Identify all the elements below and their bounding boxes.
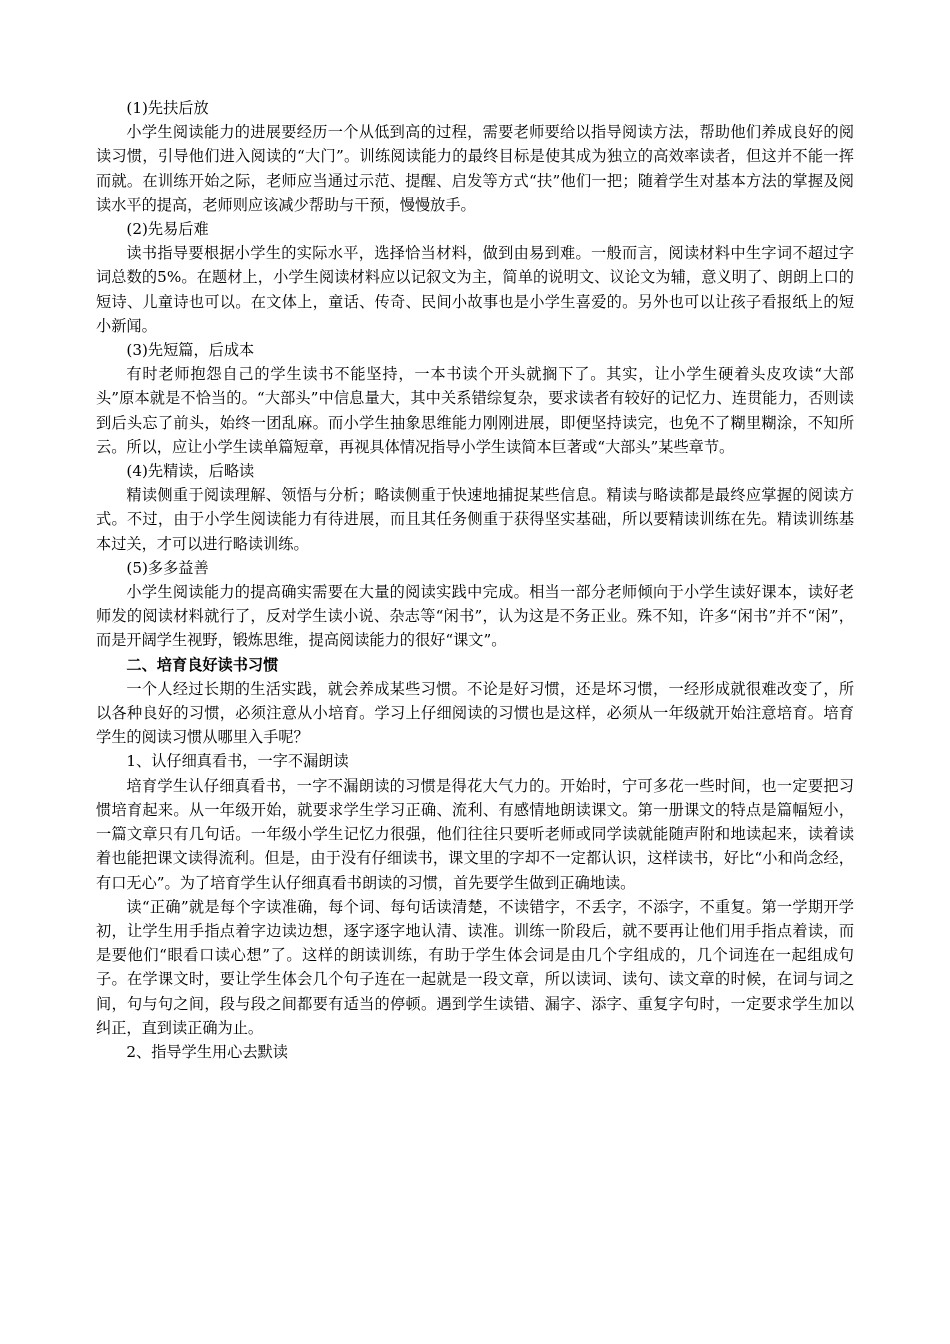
paragraph: 小学生阅读能力的提高确实需要在大量的阅读实践中完成。相当一部分老师倾向于小学生读好课本，读好老师发的阅读材料就行了，反对学生读小说、杂志等“闲书”，认为这是不务正业。殊不知，许多“闲书”并不“闲”，而是开阔学生视野，锻炼思维，提高阅读能力的很好“课文”。 [96,583,854,650]
paragraph: 读书指导要根据小学生的实际水平，选择恰当材料，做到由易到难。一般而言，阅读材料中生字词不超过字词总数的5%。在题材上，小学生阅读材料应以记叙文为主，简单的说明文、议论文为辅，意义明了、朗朗上口的短诗、儿童诗也可以。在文体上，童话、传奇、民间小故事也是小学生喜爱的。另外也可以让孩子看报纸上的短小新闻。 [96,244,854,335]
document-page [96,96,854,1064]
subsection-heading-2: 2、指导学生用心去默读 [126,1042,288,1061]
paragraph: 有时老师抱怨自己的学生读书不能坚持，一本书读个开头就搁下了。其实，让小学生硬着头皮攻读“大部头”原本就是不恰当的。“大部头”中信息量大，其中关系错综复杂，要求读者有较好的记忆力、连贯能力，否则读到后头忘了前头，始终一团乱麻。而小学生抽象思维能力刚刚进展，即便坚持读完，也免不了糊里糊涂，不知所云。所以，应让小学生读单篇短章，再视具体情况指导小学生读简本巨著或“大部头”某些章节。 [96,365,854,456]
paragraph: 一个人经过长期的生活实践，就会养成某些习惯。不论是好习惯，还是坏习惯，一经形成就很难改变了，所以各种良好的习惯，必须注意从小培育。学习上仔细阅读的习惯也是这样，必须从一年级就开始注意培育。培育学生的阅读习惯从哪里入手呢？ [96,679,854,747]
section-heading-3: (3)先短篇，后成本 [126,341,255,360]
paragraph: 精读侧重于阅读理解、领悟与分析；略读侧重于快速地捕捉某些信息。精读与略读都是最终应掌握的阅读方式。不过，由于小学生阅读能力有待进展，而且其任务侧重于获得坚实基础，所以要精读训练在先。精读训练基本过关，才可以进行略读训练。 [96,486,854,553]
section-heading-5: (5)多多益善 [126,558,209,577]
paragraph: 读“正确”就是每个字读准确，每个词、每句话读清楚，不读错字，不丢字，不添字，不重复。第一学期开学初，让学生用手指点着字边读边想，逐字逐字地认清、读准。训练一阶段后，就不要再让他们用手指点着读，而是要他们“眼看口读心想”了。这样的朗读训练，有助于学生体会词是由几个字组成的，几个词连在一起组成句子。在学课文时，要让学生体会几个句子连在一起就是一段文章，所以读词、读句、读文章的时候，在词与词之间，句与句之间，段与段之间都要有适当的停顿。遇到学生读错、漏字、添字、重复字句时，一定要求学生加以纠正，直到读正确为止。 [96,897,854,1037]
section-heading-4: (4)先精读，后略读 [126,462,255,481]
section-heading-1: (1)先扶后放 [126,99,209,117]
section-heading-2: (2)先易后难 [126,220,209,239]
paragraph: 培育学生认仔细真看书，一字不漏朗读的习惯是得花大气力的。开始时，宁可多花一些时间，也一定要把习惯培育起来。从一年级开始，就要求学生学习正确、流利、有感情地朗读课文。第一册课文的特点是篇幅短小，一篇文章只有几句话。一年级小学生记忆力很强，他们往往只要听老师或同学读就能随声附和地读起来，读着读着也能把课文读得流利。但是，由于没有仔细读书，课文里的字却不一定都认识，这样读书，好比“小和尚念经，有口无心”。为了培育学生认仔细真看书朗读的习惯，首先要学生做到正确地读。 [96,776,854,892]
chapter-heading: 二、培育良好读书习惯 [126,655,279,674]
subsection-heading-1: 1、认仔细真看书，一字不漏朗读 [126,752,349,771]
paragraph: 小学生阅读能力的进展要经历一个从低到高的过程，需要老师要给以指导阅读方法，帮助他们养成良好的阅读习惯，引导他们进入阅读的“大门”。训练阅读能力的最终目标是使其成为独立的高效率读者，但这并不能一挥而就。在训练开始之际，老师应当通过示范、提醒、启发等方式“扶”他们一把；随着学生对基本方法的掌握及阅读水平的提高，老师则应该减少帮助与干预，慢慢放手。 [96,123,854,214]
